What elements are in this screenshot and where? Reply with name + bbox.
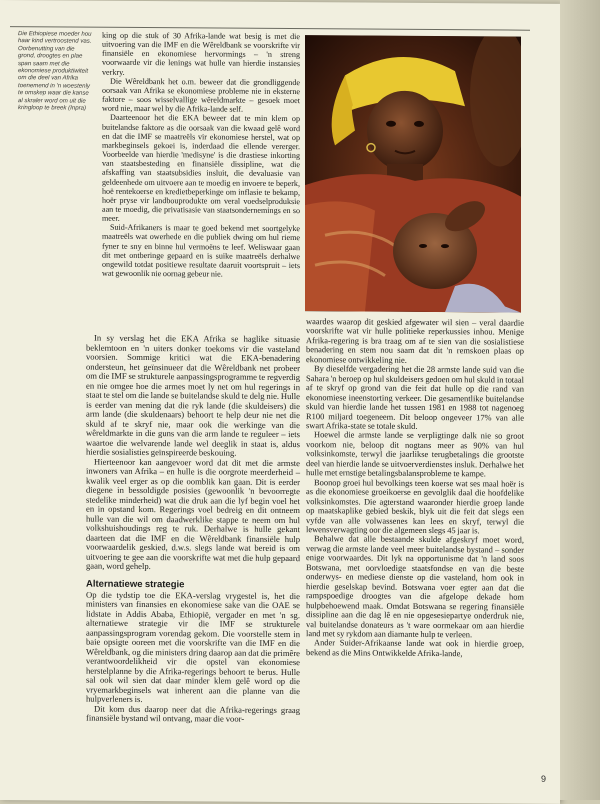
book-edge [560, 0, 600, 800]
paragraph: king op die stuk of 30 Afrika-lande wat besig is met die uitvoering van die IMF en die Wêreldbank se voorskrifte vir finansiële en ekonomiese hervormings – 'n streng voorwaarde vir die lenings wat hulle van hierdie instansies verkry. [102, 30, 300, 77]
paragraph: Boonop groei hul bevolkings teen koerse wat ses maal hoër is as die ekonomiese groeikoerse en gevolglik daal die hoofdelike volksinkomstes. Die agterstand waaronder hierdie groep lande op maatskaplike gebied beskik, blyk uit die feit dat slegs een vyfde van alle volwassenes kan lees en skryf, terwyl die lewensverwagting oor die algemeen slegs 45 jaar is. [306, 476, 524, 536]
paragraph: Hierteenoor kan aangevoer word dat dit met die armste inwoners van Afrika – en hulle is die oorgrote meerderheid – kwalik veel erger as op die oomblik kan gaan. Dit is eerder diegene in bessoldigde posisies (gewoonlik 'n bevoorregte stedelike minderheid) wat die druk aan die lyf begin voel het en in opstand kom. Regerings voel bedreig en dit ontneem hulle van die wil om daadwerklike stappe te neem om hul volkshuishoudings reg te ruk. Derhalwe is hulle gekant daarteen dat die IMF en die Wêreldbank finansiële hulp voorwaardelik geskied, d.w.s. slegs lande wat bereid is om uitvoering te gee aan die voorskrifte wat met die hulp gepaard gaan, word gehelp. [86, 456, 300, 572]
section-heading: Alternatiewe strategie [86, 578, 185, 590]
paragraph: Hoewel die armste lande se verpligtinge dalk nie so groot voorkom nie, beloop dit nogtans meer as 90% van hul volksinkomste, terwyl die jaarlikse terugbetalings die grootste deel van hierdie lande se uitvoerverdienstes insluk. Derhalwe het hulle met ernstige betalingsbalansprobleme te kampe. [306, 429, 524, 479]
paragraph: Die Wêreldbank het o.m. beweer dat die grondliggende oorsaak van Afrika se ekonomiese probleme nie in eksterne faktore – soos wisselvallige wêreldmarkte – gesoek moet word nie, maar wel by die Afrika-lande self. [102, 76, 300, 114]
paragraph: Daarteenoor het die EKA beweer dat te min klem op buitelandse faktore as die oorsaak van die kwaad gelê word en dat die IMF se maatreëls vir ekonomiese herstel, wat op markbeginsels gekoei is, inderdaad die ellende vererger. Voorbeelde van hierdie 'medisyne' is die drastiese inkorting van staatsbesteding en finansiële dissipline, wat die afskaffing van staatsubsidies insluit, die devaluasie van geldeenhede om uitvoere aan te moedig en invoere te beperk, hoë rentekoerse en kredietbeperkinge om inflasie te bekamp, hoër pryse vir landbouprodukte om veral voedselproduksie aan te moedig, die privatisasie van staatsondernemings en so meer. [102, 113, 300, 223]
column-1-bottom [86, 334, 300, 725]
paragraph: Behalwe dat alle bestaande skulde afgeskryf moet word, verwag die armste lande veel meer buitelandse bystand – sonder enige voorwaardes. Dit lyk na opportunisme dat 'n land soos Botswana, met oorvloedige staatsfondse en van die beste onderwys- en mediese dienste op die vasteland, hom ook in hierdie geselskap bevind. Botswana voer egter aan dat die rampspoedige droogtes van die afgelope dekade hom hulpbehoewend maak. Omdat Botswana se regering finansiële dissipline aan die dag lê en nie opgesesiepartye onderdruk nie, val buitelandse donateurs as 't ware oormekaar om aan hierdie land met sy rykdom aan diamante hulp te verleen. [306, 533, 524, 640]
column-1-top [102, 31, 300, 280]
photo-illustration [305, 35, 521, 313]
paragraph: Dit kom dus daarop neer dat die Afrika-regerings graag finansiële bystand wil ontvang, maar die voor- [86, 703, 300, 724]
paragraph: Ander Suider-Afrikaanse lande wat ook in hierdie groep, bekend as die Mins Ontwikkelde Afrika-lande, [306, 637, 524, 659]
photo-caption: Die Ethiopiese moeder hou haar kind vertroostend vas. Oorbenutting van die grond, droogtes en plae span saam met die ekonomiese produktiwiteit om die deel van Afrika toenemend in 'n woestenly te omskep waar die kanse al skraler word om uit die kringloop te breek (Inpra) [18, 30, 92, 112]
paragraph: In sy verslag het die EKA Afrika se haglike situasie beklemtoon en 'n uiters donker toekoms vir die vasteland voorsien. Sommige kritici wat die EKA-benadering ondersteun, het geïnsinueer dat die Wêreldbank net probeer om die IMF se strukturele aanpassingsprogramme te regverdig en nie omgee hoe die armes moet ly net om hul regerings in staat te stel om die lande se buitelandse skuld te delg nie. Hulle is eerder van mening dat die ryk lande (die skuldeisers) die arm lande (die skuldenaars) behoort te help deur nie net die skuld af te skryf nie, maar ook die werkinge van die wêreldmarkte in die guns van die arm lande te reguleer – iets waartoe die welvarende lande wel deeglik in staat is, aldus hierdie sosialisties geïnspireerde beskouing. [86, 332, 300, 458]
paragraph: waardes waarop dit geskied afgewater wil sien – veral daardie voorskrifte wat vir hulle politieke reperkussies inhou. Menige Afrika-regering is bra traag om af te sien van die sosialistiese benadering en stem nou saam dat dit 'n remskoen plaas op ekonomiese ontwikkeling nie. [306, 316, 524, 365]
column-2 [306, 317, 524, 659]
paragraph: By dieselfde vergadering het die 28 armste lande suid van die Sahara 'n beroep op hul skuldeisers gedoen om hul skuld in totaal af te skryf op grond van die feit dat hulle op die rand van ekonomiese ineenstorting verkeer. Die gesamentlike buitelandse skuld van hierdie lande het tussen 1981 en 1988 tot nagenoeg R100 miljard toegeneem. Dit beloop ongeveer 17% van alle swart Afrika-state se totale skuld. [306, 363, 524, 431]
paragraph: Op die tydstip toe die EKA-verslag vrygestel is, het die ministers van finansies en ekonomiese sake van die OAE se lidstate in Addis Ababa, Ethiopië, vergader en met 'n sg. alternatiewe strategie vir die IMF se strukturele aanpassingsprogram vorendag gekom. Die voorstelle stem in baie opsigte ooreen met die voorskrifte van die IMF en die Wêreldbank, og die ministers dring daarop aan dat die primêre verantwoordelikheid vir die opstel van ekonomiese herstelplanne by die Afrika-regerings behoort te berus. Hulle sal ook wil sien dat daar minder klem gelê word op die vryemarkbeginsels wat inherent aan die planne van die hulpverleners is. [86, 589, 300, 704]
paragraph: Suid-Afrikaners is maar te goed bekend met soortgelyke maatreëls wat owerhede en die publiek dwing om hul rieme fyner te sny en binne hul vermoëns te leef. Weliswaar gaan dit met ontberinge gepaard en is suike maatreëls derhalwe ongewild totdat positiewe resultate daaruit voortspruit – iets wat gewoonlik nie oornag gebeur nie. [102, 223, 300, 279]
page-number: 9 [541, 773, 547, 784]
photo-mother-and-child [305, 35, 521, 313]
